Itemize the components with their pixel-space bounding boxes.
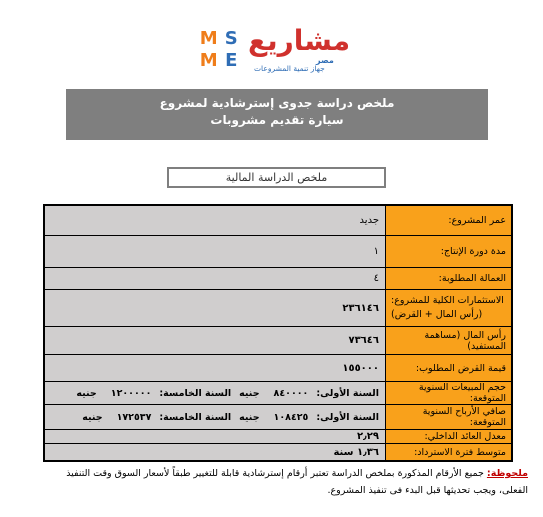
table-row <box>45 236 511 268</box>
logo-letter-e: E <box>225 50 238 72</box>
capital-value: ٧٣٦٤٦ <box>45 327 385 354</box>
payback-label: متوسط فترة الاسترداد: <box>385 444 511 460</box>
table-row <box>45 430 511 444</box>
logo-letter-m2: M <box>199 50 218 72</box>
logo-letter-m1: M <box>199 27 218 49</box>
table-row <box>45 382 511 405</box>
note-text: جميع الأرقام المذكورة بملخص الدراسة تعتبر أرقام إسترشادية قابلة للتغيير طبقاً لأسعار السوق وقت التنفيذ الفعلى، ويجب تحديثها قبل البدء فى تنفيذ المشروع. <box>66 468 528 496</box>
profit-year5-label: السنة الخامسة: <box>159 411 232 423</box>
logo-brand-sub: مصر <box>316 56 334 65</box>
sales-year1-unit: جنيه <box>239 387 260 399</box>
investment-label <box>385 290 511 326</box>
table-row <box>45 290 511 327</box>
profit-year1-unit: جنيه <box>239 411 260 423</box>
cycle-value: ١ <box>45 236 385 267</box>
cycle-label: مدة دورة الإنتاج: <box>385 236 511 267</box>
profit-value <box>45 405 385 429</box>
banner-line-1: ملخص دراسة جدوى إسترشادية لمشروع <box>159 96 395 110</box>
sales-year5-value: ١٢٠٠٠٠٠ <box>110 387 152 399</box>
logo-letter-s: S <box>224 27 238 49</box>
profit-year5-unit: جنيه <box>82 411 103 423</box>
banner-line-2: سيارة تقديم مشروبات <box>210 113 344 127</box>
investment-value: ٢٣٦١٤٦ <box>45 290 385 326</box>
table-row <box>45 355 511 382</box>
profit-year1-label: السنة الأولى: <box>316 411 379 423</box>
loan-value: ١٥٥٠٠٠ <box>45 355 385 381</box>
sales-year1-label: السنة الأولى: <box>316 387 379 399</box>
project-age-label: عمر المشروع: <box>385 206 511 235</box>
irr-value: ٢٫٢٩ <box>45 430 385 443</box>
investment-label-line2: (رأس المال + القرض) <box>391 309 483 320</box>
labor-label: العمالة المطلوبة: <box>385 268 511 289</box>
table-row <box>45 206 511 236</box>
msme-letters <box>198 28 242 72</box>
sales-year5-unit: جنيه <box>76 387 97 399</box>
sales-value <box>45 382 385 404</box>
section-title: ملخص الدراسة المالية <box>167 167 386 188</box>
project-age-value: جديد <box>45 206 385 235</box>
labor-value: ٤ <box>45 268 385 289</box>
note-label: ملحوظة: <box>486 468 528 479</box>
logo-tagline: جهاز تنمية المشروعات <box>254 64 325 73</box>
table-row <box>45 444 511 460</box>
profit-year5-value: ١٧٢٥٣٧ <box>116 411 152 423</box>
table-row <box>45 268 511 290</box>
capital-label: رأس المال (مساهمة المستفيد) <box>385 327 511 354</box>
sales-year1-value: ٨٤٠٠٠٠ <box>273 387 309 399</box>
profit-year1-value: ١٠٨٤٢٥ <box>273 411 309 423</box>
profit-label: صافي الأرباح السنوية المتوقعة: <box>385 405 511 429</box>
msme-logo <box>198 26 368 82</box>
title-banner <box>66 89 488 140</box>
sales-label: حجم المبيعات السنوية المتوقعة: <box>385 382 511 404</box>
logo-brand-name: مشاريع <box>248 24 351 57</box>
investment-label-line1: الاستثمارات الكلية للمشروع: <box>391 295 504 306</box>
disclaimer-note <box>60 465 528 499</box>
loan-label: قيمة القرض المطلوب: <box>385 355 511 381</box>
sales-year5-label: السنة الخامسة: <box>159 387 232 399</box>
payback-value: ١٫٣٦ سنة <box>45 444 385 460</box>
irr-label: معدل العائد الداخلي: <box>385 430 511 443</box>
financial-summary-table <box>43 204 513 462</box>
table-row <box>45 405 511 430</box>
table-row <box>45 327 511 355</box>
